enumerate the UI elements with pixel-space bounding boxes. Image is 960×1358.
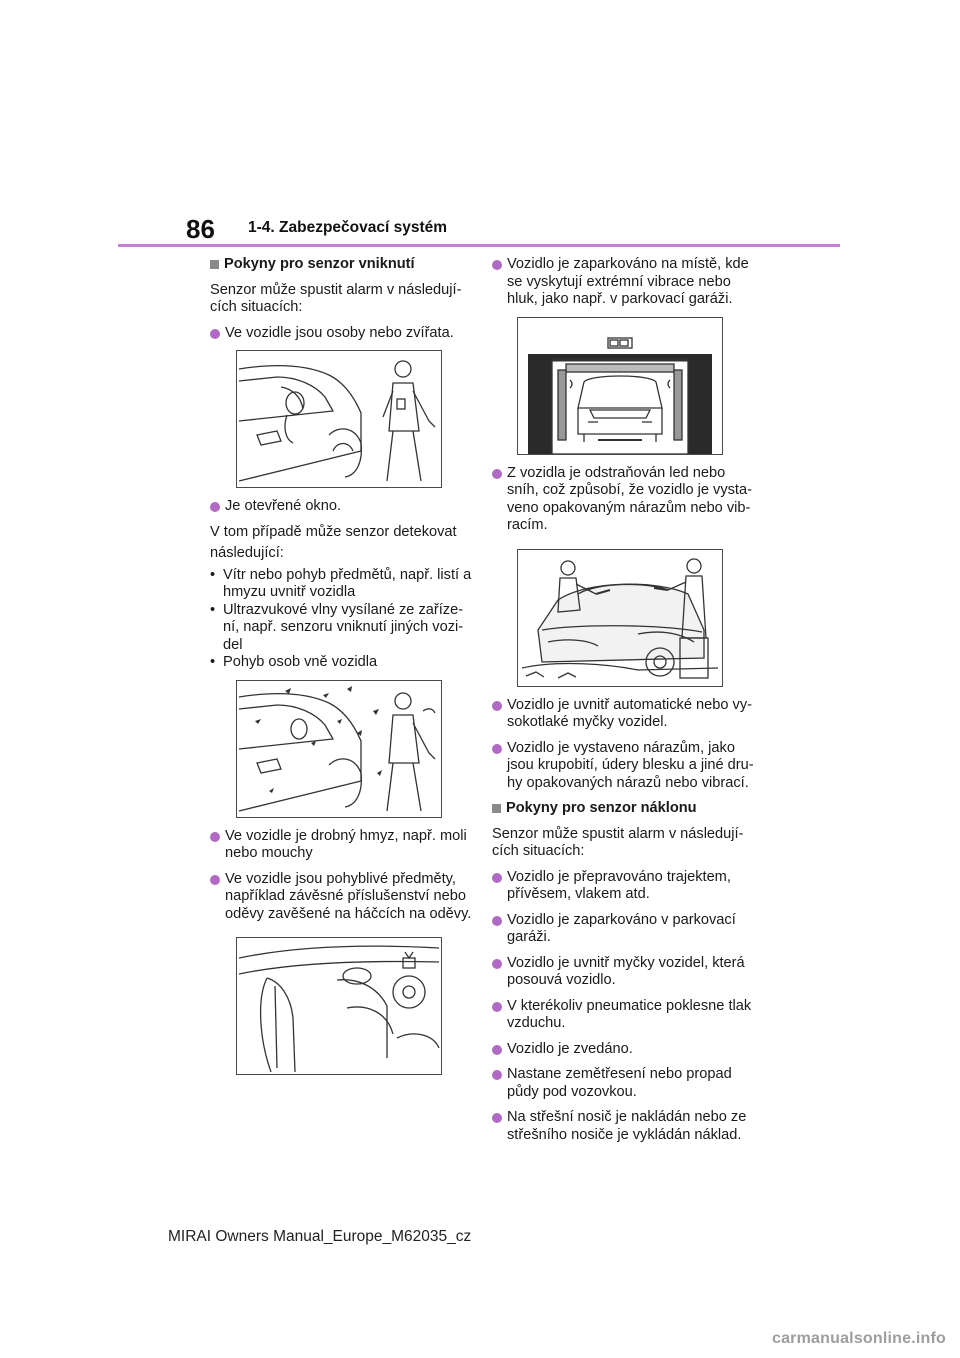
- right-column: [492, 256, 758, 1152]
- list-item: [492, 1109, 758, 1144]
- tilt-sensor-heading: [492, 800, 758, 818]
- header-rule: [118, 244, 840, 247]
- list-item: [210, 325, 476, 343]
- list-item-text: Vozidlo je přepravováno trajektem, přívěsem, vlakem atd.: [507, 868, 731, 902]
- sub-bullet: •: [210, 566, 216, 583]
- bullet-dot-icon: [492, 1070, 502, 1080]
- paragraph: V tom případě může senzor detekovat: [210, 523, 457, 540]
- list-item: [492, 912, 758, 947]
- list-item: [492, 869, 758, 904]
- list-item-text: Ve vozidle je drobný hmyz, např. moli nebo mouchy: [225, 827, 467, 861]
- left-column: [210, 256, 476, 1085]
- sub-bullet: •: [210, 601, 216, 618]
- sub-list-item: [210, 602, 476, 655]
- sub-list-item-text: Vítr nebo pohyb předmětů, např. listí a hmyzu uvnitř vozidla: [223, 566, 472, 600]
- sub-bullet: •: [210, 654, 216, 670]
- list-item-text: Ve vozidle jsou pohyblivé předměty, například závěsné příslušenství nebo oděvy zavěšené na háčcích na oděvy.: [225, 870, 472, 922]
- bullet-dot-icon: [492, 1113, 502, 1123]
- sub-list-item-text: Pohyb osob vně vozidla: [223, 654, 378, 670]
- list-item-text: V kterékoliv pneumatice poklesne tlak vzduchu.: [507, 997, 752, 1031]
- illustration-snow-removal: [517, 549, 723, 687]
- list-item-text: Vozidlo je uvnitř myčky vozidel, která posouvá vozidlo.: [507, 954, 745, 988]
- sub-list-item-text: Ultrazvukové vlny vysílané ze zaříze-ní, např. senzoru vniknutí jiných vozi-del: [223, 601, 464, 653]
- list-item: [492, 256, 758, 309]
- bullet-dot-icon: [492, 959, 502, 969]
- bullet-dot-icon: [210, 329, 220, 339]
- list-item-text: Vozidlo je zaparkováno na místě, kde se vyskytují extrémní vibrace nebo hluk, jako např. v parkovací garáži.: [507, 256, 749, 307]
- bullet-dot-icon: [492, 469, 502, 479]
- list-item-text: Nastane zemětřesení nebo propad půdy pod vozovkou.: [507, 1066, 732, 1100]
- heading-text: Pokyny pro senzor vniknutí: [224, 256, 415, 272]
- sub-list-item: [210, 654, 476, 672]
- heading-text: Pokyny pro senzor náklonu: [506, 800, 697, 816]
- section-title: 1-4. Zabezpečovací systém: [248, 219, 448, 236]
- list-item-text: Vozidlo je vystaveno nárazům, jako jsou krupobití, údery blesku a jiné dru-hy opakovaných nárazů nebo vibrací.: [507, 739, 754, 791]
- list-item: [492, 1066, 758, 1101]
- list-item: [492, 998, 758, 1033]
- intrusion-sensor-heading: [210, 256, 476, 274]
- intro-text: Senzor může spustit alarm v následují-cích situacích:: [492, 825, 744, 859]
- sub-list-item: [210, 567, 476, 602]
- watermark-text: carmanualsonline.info: [771, 1330, 946, 1347]
- list-item: [210, 871, 476, 924]
- bullet-dot-icon: [492, 873, 502, 883]
- list-item-text: Je otevřené okno.: [225, 498, 342, 514]
- bullet-dot-icon: [492, 701, 502, 711]
- bullet-dot-icon: [210, 502, 220, 512]
- bullet-dot-icon: [210, 832, 220, 842]
- list-item-text: Ve vozidle jsou osoby nebo zvířata.: [225, 324, 454, 341]
- bullet-dot-icon: [492, 744, 502, 754]
- illustration-hanging-clothes: [236, 937, 442, 1075]
- list-item: [210, 828, 476, 863]
- list-item-text: Vozidlo je zaparkováno v parkovací garáži.: [507, 911, 736, 945]
- list-item: [492, 740, 758, 793]
- bullet-dot-icon: [492, 260, 502, 270]
- footer-text: MIRAI Owners Manual_Europe_M62035_cz: [168, 1228, 472, 1245]
- list-item-text: Z vozidla je odstraňován led nebo sníh, což způsobí, že vozidlo je vysta-veno opakovaným nárazům nebo vib-racím.: [507, 464, 752, 533]
- intro-text: Senzor může spustit alarm v následují-cích situacích:: [210, 281, 462, 315]
- bullet-dot-icon: [492, 916, 502, 926]
- illustration-car-wash-garage: [517, 317, 723, 455]
- sub-list: [210, 567, 476, 672]
- page-number: 86: [186, 214, 215, 244]
- heading-square-icon: [492, 804, 501, 813]
- heading-square-icon: [210, 260, 219, 269]
- list-item: [492, 955, 758, 990]
- list-item: [492, 1041, 758, 1059]
- bullet-dot-icon: [210, 875, 220, 885]
- paragraph: následující:: [210, 545, 284, 561]
- list-item: [210, 498, 476, 516]
- list-item-text: Vozidlo je uvnitř automatické nebo vy-sokotlaké myčky vozidel.: [507, 696, 752, 730]
- illustration-open-window-leaves: [236, 680, 442, 818]
- list-item-text: Na střešní nosič je nakládán nebo ze střešního nosiče je vykládán náklad.: [507, 1109, 747, 1143]
- list-item: [492, 465, 758, 535]
- bullet-dot-icon: [492, 1002, 502, 1012]
- list-item: [492, 697, 758, 732]
- list-item-text: Vozidlo je zvedáno.: [507, 1040, 633, 1057]
- illustration-people-in-car: [236, 350, 442, 488]
- bullet-dot-icon: [492, 1045, 502, 1055]
